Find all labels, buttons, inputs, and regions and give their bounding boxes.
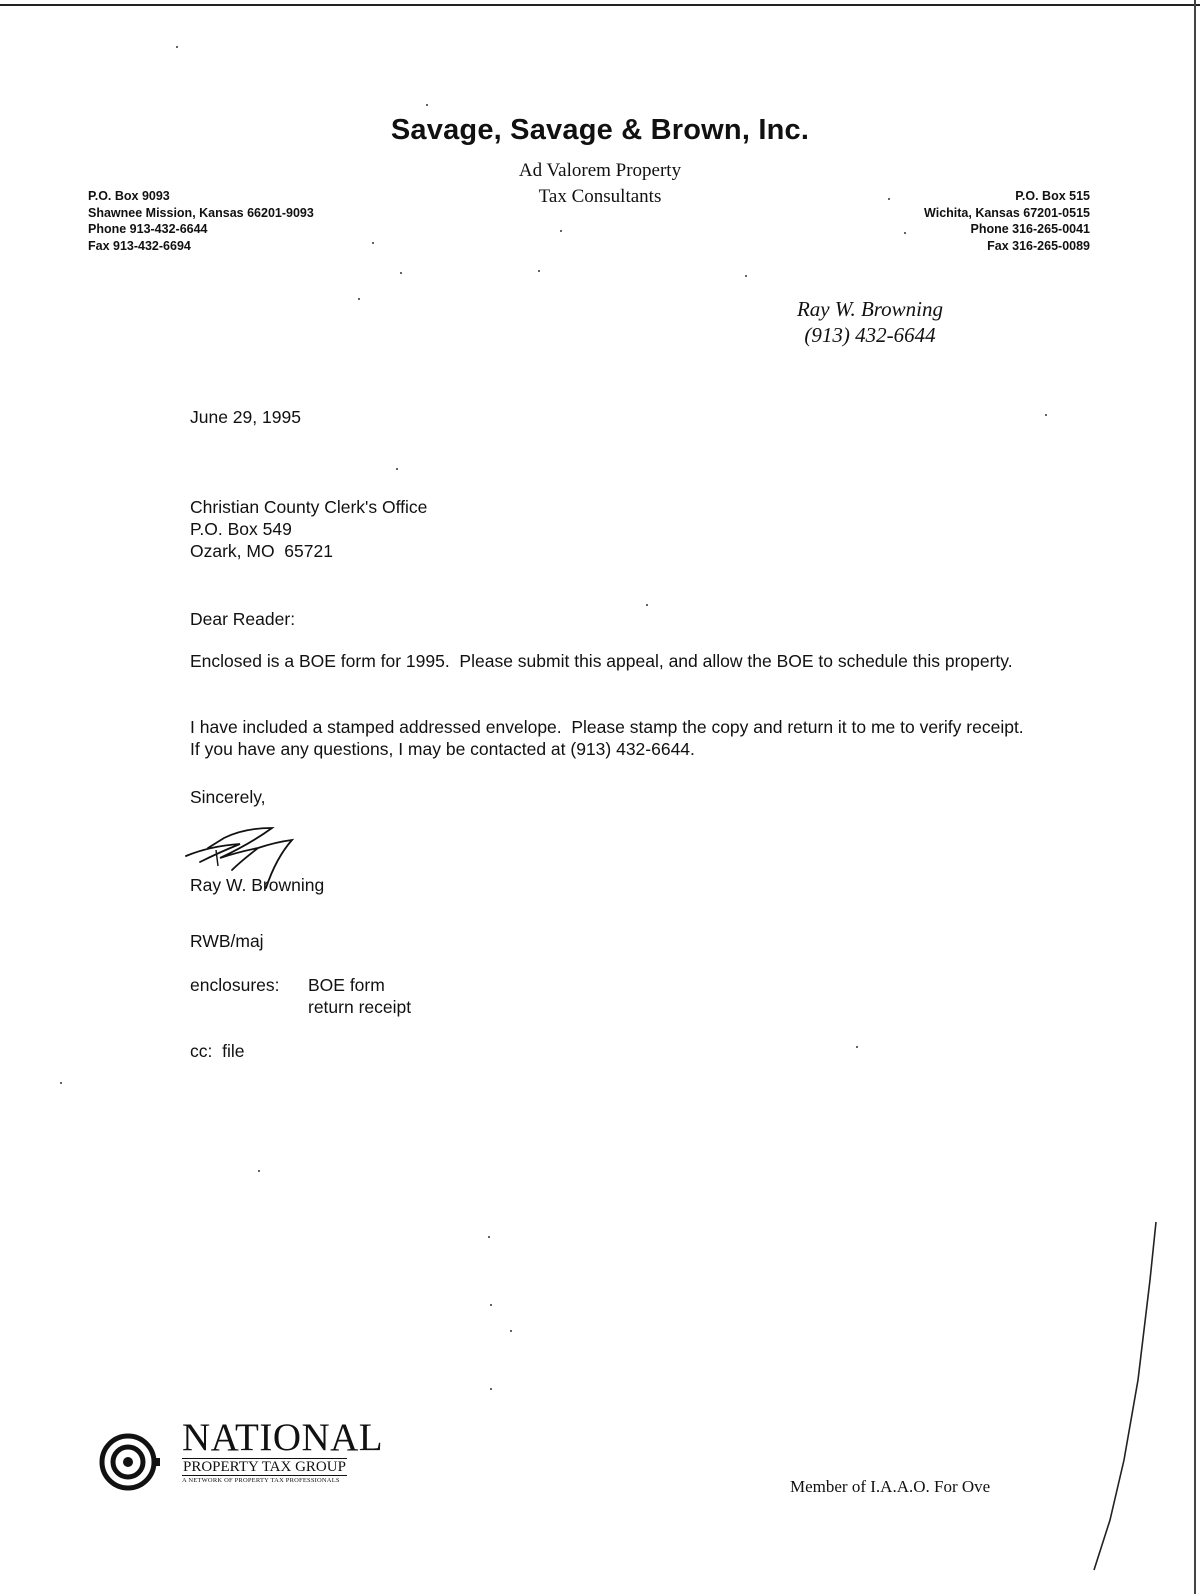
left-fax: Fax 913-432-6694 xyxy=(88,238,191,253)
speck xyxy=(745,275,747,277)
right-phone: Phone 316-265-0041 xyxy=(970,222,1090,236)
speck xyxy=(400,272,402,274)
speck xyxy=(538,270,540,272)
left-city: Shawnee Mission, Kansas 66201-9093 xyxy=(88,205,314,220)
tagline-line2: Tax Consultants xyxy=(538,186,662,207)
speck xyxy=(904,232,906,234)
enclosure-item: return receipt xyxy=(308,997,412,1017)
speck xyxy=(358,298,360,300)
recipient-line2: P.O. Box 549 xyxy=(190,519,292,539)
recipient-line1: Christian County Clerk's Office xyxy=(190,497,428,517)
logo-name: NATIONAL xyxy=(182,1416,384,1459)
salutation: Dear Reader: xyxy=(190,609,296,629)
sender-contact-name: Ray W. Browning xyxy=(796,297,944,321)
right-fax: Fax 316-265-0089 xyxy=(987,238,1090,253)
speck xyxy=(372,242,374,244)
member-note: Member of I.A.A.O. For Ove xyxy=(790,1477,991,1496)
speck xyxy=(560,230,562,232)
speck xyxy=(60,1082,62,1084)
left-phone: Phone 913-432-6644 xyxy=(88,222,208,236)
cc-line: cc: file xyxy=(190,1041,245,1061)
speck xyxy=(488,1236,490,1238)
speck xyxy=(176,46,178,48)
enclosures-label: enclosures: xyxy=(190,975,280,995)
speck xyxy=(1045,414,1047,416)
tagline-line1: Ad Valorem Property xyxy=(518,160,682,181)
speck xyxy=(258,1170,260,1172)
speck xyxy=(646,604,648,606)
speck xyxy=(426,104,428,106)
body-paragraph-2: I have included a stamped addressed envelope. Please stamp the copy and return it to me to verify receipt. If you have any questions, I may be contacted at (913) 432-6644. xyxy=(190,717,1034,759)
left-po-box: P.O. Box 9093 xyxy=(88,189,170,203)
speck xyxy=(490,1304,492,1306)
letter-date: June 29, 1995 xyxy=(190,407,301,427)
typist-initials: RWB/maj xyxy=(190,931,264,951)
logo-tagline: A NETWORK OF PROPERTY TAX PROFESSIONALS xyxy=(182,1477,340,1484)
logo-subtitle: PROPERTY TAX GROUP xyxy=(183,1459,346,1475)
speck xyxy=(396,468,398,470)
right-city: Wichita, Kansas 67201-0515 xyxy=(924,205,1090,220)
firm-name: Savage, Savage & Brown, Inc. xyxy=(390,114,810,146)
speck xyxy=(490,1388,492,1390)
closing: Sincerely, xyxy=(190,787,266,807)
body-paragraph-1: Enclosed is a BOE form for 1995. Please submit this appeal, and allow the BOE to schedule this property. xyxy=(190,651,1013,671)
speck xyxy=(510,1330,512,1332)
sender-contact-phone: (913) 432-6644 xyxy=(804,323,936,347)
enclosure-item: BOE form xyxy=(308,975,385,995)
speck xyxy=(856,1046,858,1048)
speck xyxy=(888,198,890,200)
right-po-box: P.O. Box 515 xyxy=(1015,189,1090,203)
recipient-line3: Ozark, MO 65721 xyxy=(190,541,333,561)
signer-name: Ray W. Browning xyxy=(190,875,325,895)
